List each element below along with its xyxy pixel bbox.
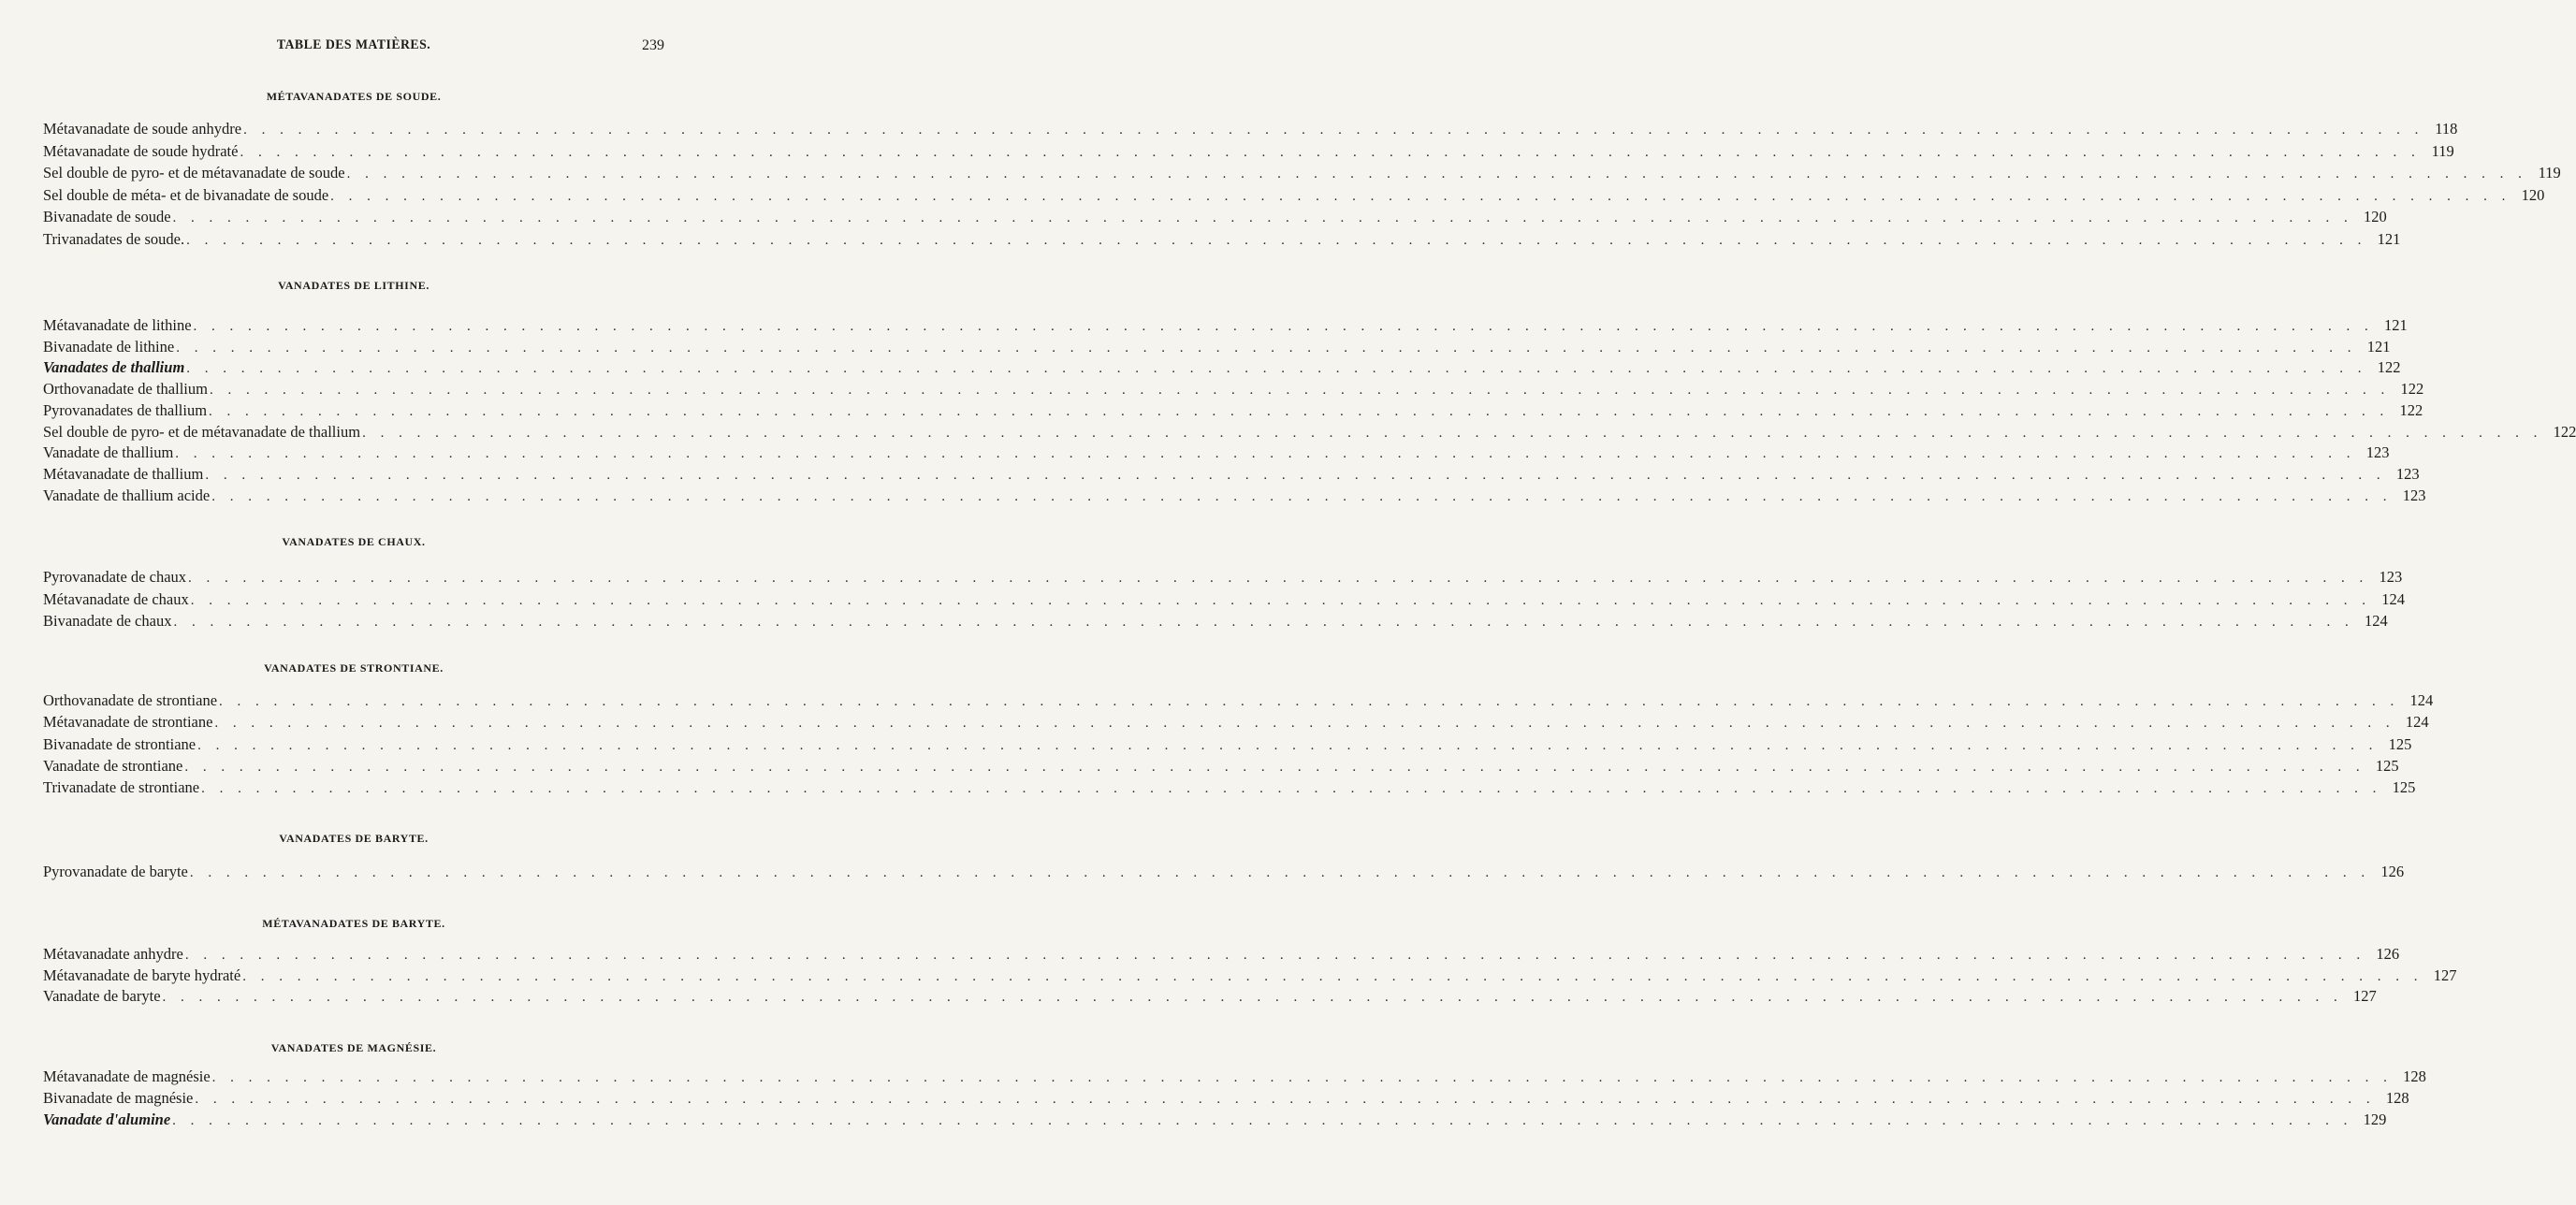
section-title: VANADATES DE LITHINE. [278, 279, 429, 292]
dot-leader: . . . . . . . . . . . . . . . . . . . . . . . . . . . . . . . . . . . . . . . . . . . . . . . . . . . . . . . . . . . . . . . . . . . . . . . . . . . . . . . . . . . . . . . . . . . . . . . . . . . . . . . . . . . . . . . . . . . . . . . . [330, 188, 2511, 204]
toc-entry [43, 1067, 2426, 1088]
toc-entry-page: 121 [2384, 316, 2408, 334]
dot-leader: . . . . . . . . . . . . . . . . . . . . . . . . . . . . . . . . . . . . . . . . . . . . . . . . . . . . . . . . . . . . . . . . . . . . . . . . . . . . . . . . . . . . . . . . . . . . . . . . . . . . . . . . . . . . . . . . . . . . . . . . [209, 403, 2390, 419]
dot-leader: . . . . . . . . . . . . . . . . . . . . . . . . . . . . . . . . . . . . . . . . . . . . . . . . . . . . . . . . . . . . . . . . . . . . . . . . . . . . . . . . . . . . . . . . . . . . . . . . . . . . . . . . . . . . . . . . . . . . . . . . [189, 865, 2371, 880]
toc-entry-page: 122 [2377, 358, 2401, 377]
toc-entry [43, 316, 2408, 337]
toc-entry-label: Métavanadate de magnésie [43, 1067, 211, 1085]
toc-entry-page: 127 [2433, 965, 2457, 984]
dot-leader: . . . . . . . . . . . . . . . . . . . . . . . . . . . . . . . . . . . . . . . . . . . . . . . . . . . . . . . . . . . . . . . . . . . . . . . . . . . . . . . . . . . . . . . . . . . . . . . . . . . . . . . . . . . . . . . . . . . . . . . . [211, 1070, 2393, 1085]
dot-leader: . . . . . . . . . . . . . . . . . . . . . . . . . . . . . . . . . . . . . . . . . . . . . . . . . . . . . . . . . . . . . . . . . . . . . . . . . . . . . . . . . . . . . . . . . . . . . . . . . . . . . . . . . . . . . . . . . . . . . . . . [193, 319, 2374, 334]
toc-entry-label: Orthovanadate de strontiane [43, 691, 218, 709]
toc-entry-page: 118 [2435, 120, 2458, 138]
dot-leader: . . . . . . . . . . . . . . . . . . . . . . . . . . . . . . . . . . . . . . . . . . . . . . . . . . . . . . . . . . . . . . . . . . . . . . . . . . . . . . . . . . . . . . . . . . . . . . . . . . . . . . . . . . . . . . . . . . . . . . . . [362, 425, 2543, 441]
dot-leader: . . . . . . . . . . . . . . . . . . . . . . . . . . . . . . . . . . . . . . . . . . . . . . . . . . . . . . . . . . . . . . . . . . . . . . . . . . . . . . . . . . . . . . . . . . . . . . . . . . . . . . . . . . . . . . . . . . . . . . . . [205, 467, 2386, 483]
toc-entry [43, 208, 2387, 228]
dot-leader: . . . . . . . . . . . . . . . . . . . . . . . . . . . . . . . . . . . . . . . . . . . . . . . . . . . . . . . . . . . . . . . . . . . . . . . . . . . . . . . . . . . . . . . . . . . . . . . . . . . . . . . . . . . . . . . . . . . . . . . . [175, 446, 2356, 462]
toc-entry-page: 124 [2364, 612, 2388, 630]
toc-entry [43, 863, 2405, 883]
toc-entry [43, 337, 2391, 358]
section-title: VANADATES DE STRONTIANE. [264, 661, 444, 675]
toc-entry-label: Pyrovanadate de baryte [43, 863, 188, 880]
toc-entry [43, 734, 2412, 756]
section-title: MÉTAVANADATES DE SOUDE. [266, 90, 442, 103]
dot-leader: . . . . . . . . . . . . . . . . . . . . . . . . . . . . . . . . . . . . . . . . . . . . . . . . . . . . . . . . . . . . . . . . . . . . . . . . . . . . . . . . . . . . . . . . . . . . . . . . . . . . . . . . . . . . . . . . . . . . . . . . [173, 615, 2354, 630]
toc-entry [43, 185, 2545, 207]
section-title: MÉTAVANADATES DE BARYTE. [262, 917, 445, 930]
page-number: 239 [642, 37, 664, 53]
toc-entry [43, 568, 2403, 588]
toc-entry-page: 128 [2403, 1067, 2426, 1085]
toc-entry-label: Vanadates de thallium [43, 358, 185, 377]
toc-entry-page: 124 [2381, 589, 2406, 608]
toc-entry-page: 120 [2364, 208, 2387, 226]
toc-entry-label: Métavanadate de chaux [43, 589, 189, 608]
dot-leader: . . . . . . . . . . . . . . . . . . . . . . . . . . . . . . . . . . . . . . . . . . . . . . . . . . . . . . . . . . . . . . . . . . . . . . . . . . . . . . . . . . . . . . . . . . . . . . . . . . . . . . . . . . . . . . . . . . . . . . . . [162, 990, 2343, 1005]
dot-leader: . . . . . . . . . . . . . . . . . . . . . . . . . . . . . . . . . . . . . . . . . . . . . . . . . . . . . . . . . . . . . . . . . . . . . . . . . . . . . . . . . . . . . . . . . . . . . . . . . . . . . . . . . . . . . . . . . . . . . . . . [195, 1092, 2376, 1107]
toc-entry-page: 122 [2399, 400, 2423, 419]
toc-entry-label: Vanadate d'alumine [43, 1111, 171, 1128]
toc-entry-page: 119 [2431, 141, 2454, 160]
toc-entry-page: 125 [2392, 778, 2416, 797]
dot-leader: . . . . . . . . . . . . . . . . . . . . . . . . . . . . . . . . . . . . . . . . . . . . . . . . . . . . . . . . . . . . . . . . . . . . . . . . . . . . . . . . . . . . . . . . . . . . . . . . . . . . . . . . . . . . . . . . . . . . . . . . [209, 383, 2391, 399]
dot-leader: . . . . . . . . . . . . . . . . . . . . . . . . . . . . . . . . . . . . . . . . . . . . . . . . . . . . . . . . . . . . . . . . . . . . . . . . . . . . . . . . . . . . . . . . . . . . . . . . . . . . . . . . . . . . . . . . . . . . . . . . [184, 759, 2365, 775]
dot-leader: . . . . . . . . . . . . . . . . . . . . . . . . . . . . . . . . . . . . . . . . . . . . . . . . . . . . . . . . . . . . . . . . . . . . . . . . . . . . . . . . . . . . . . . . . . . . . . . . . . . . . . . . . . . . . . . . . . . . . . . . [172, 1113, 2353, 1128]
toc-entry [43, 945, 2400, 965]
toc-entry [43, 380, 2424, 400]
toc-entry [43, 987, 2377, 1008]
toc-entry-label: Métavanadate de baryte hydraté [43, 965, 241, 984]
dot-leader: . . . . . . . . . . . . . . . . . . . . . . . . . . . . . . . . . . . . . . . . . . . . . . . . . . . . . . . . . . . . . . . . . . . . . . . . . . . . . . . . . . . . . . . . . . . . . . . . . . . . . . . . . . . . . . . . . . . . . . . . [184, 948, 2366, 963]
toc-entry-label: Trivanadate de strontiane [43, 778, 200, 797]
toc-entry-label: Orthovanadate de thallium [43, 380, 208, 399]
toc-entry-label: Bivanadate de chaux [43, 612, 172, 630]
toc-entry-label: Métavanadate anhydre [43, 945, 183, 963]
section-title: VANADATES DE CHAUX. [282, 535, 426, 548]
toc-entry [43, 713, 2429, 733]
toc-entry-label: Bivanadate de strontiane [43, 734, 196, 753]
toc-entry-page: 124 [2409, 691, 2434, 709]
toc-entry-label: Sel double de pyro- et de métavanadate de thallium [43, 422, 361, 441]
running-header [43, 37, 664, 60]
dot-leader: . . . . . . . . . . . . . . . . . . . . . . . . . . . . . . . . . . . . . . . . . . . . . . . . . . . . . . . . . . . . . . . . . . . . . . . . . . . . . . . . . . . . . . . . . . . . . . . . . . . . . . . . . . . . . . . . . . . . . . . . [201, 781, 2382, 797]
toc-entry [43, 589, 2406, 611]
dot-leader: . . . . . . . . . . . . . . . . . . . . . . . . . . . . . . . . . . . . . . . . . . . . . . . . . . . . . . . . . . . . . . . . . . . . . . . . . . . . . . . . . . . . . . . . . . . . . . . . . . . . . . . . . . . . . . . . . . . . . . . . [176, 340, 2357, 356]
section-title: VANADATES DE BARYTE. [279, 832, 429, 845]
toc-entry-label: Métavanadate de soude hydraté [43, 141, 239, 160]
toc-entry-label: Pyrovanadates de thallium [43, 400, 208, 419]
toc-entry [43, 422, 2576, 443]
toc-entry [43, 691, 2434, 712]
dot-leader: . . . . . . . . . . . . . . . . . . . . . . . . . . . . . . . . . . . . . . . . . . . . . . . . . . . . . . . . . . . . . . . . . . . . . . . . . . . . . . . . . . . . . . . . . . . . . . . . . . . . . . . . . . . . . . . . . . . . . . . . [190, 592, 2372, 608]
dot-leader: . . . . . . . . . . . . . . . . . . . . . . . . . . . . . . . . . . . . . . . . . . . . . . . . . . . . . . . . . . . . . . . . . . . . . . . . . . . . . . . . . . . . . . . . . . . . . . . . . . . . . . . . . . . . . . . . . . . . . . . . [188, 571, 2369, 586]
toc-entry-page: 119 [2538, 164, 2561, 182]
toc-entry [43, 443, 2390, 464]
toc-entry-label: Bivanadate de soude [43, 208, 171, 226]
dot-leader: . . . . . . . . . . . . . . . . . . . . . . . . . . . . . . . . . . . . . . . . . . . . . . . . . . . . . . . . . . . . . . . . . . . . . . . . . . . . . . . . . . . . . . . . . . . . . . . . . . . . . . . . . . . . . . . . . . . . . . . . [242, 968, 2423, 984]
toc-entry-page: 127 [2353, 987, 2377, 1005]
toc-entry-page: 125 [2388, 734, 2412, 753]
toc-entry [43, 1089, 2409, 1110]
toc-entry-label: Métavanadate de thallium [43, 464, 204, 483]
toc-entry [43, 778, 2416, 799]
toc-entry-page: 126 [2376, 945, 2400, 963]
toc-entry [43, 1111, 2387, 1131]
toc-entry-label: Vanadate de thallium acide [43, 486, 211, 504]
dot-leader: . . . . . . . . . . . . . . . . . . . . . . . . . . . . . . . . . . . . . . . . . . . . . . . . . . . . . . . . . . . . . . . . . . . . . . . . . . . . . . . . . . . . . . . . . . . . . . . . . . . . . . . . . . . . . . . . . . . . . . . . [172, 211, 2353, 226]
dot-leader: . . . . . . . . . . . . . . . . . . . . . . . . . . . . . . . . . . . . . . . . . . . . . . . . . . . . . . . . . . . . . . . . . . . . . . . . . . . . . . . . . . . . . . . . . . . . . . . . . . . . . . . . . . . . . . . . . . . . . . . . [211, 488, 2393, 504]
section-title: VANADATES DE MAGNÉSIE. [270, 1041, 437, 1054]
toc-entry-label: Sel double de pyro- et de métavanadate de soude [43, 164, 345, 182]
toc-entry [43, 464, 2420, 486]
toc-entry-label: Métavanadate de soude anhydre [43, 120, 242, 138]
toc-entry-label: Bivanadate de magnésie [43, 1089, 194, 1107]
toc-entry-page: 121 [2366, 337, 2391, 356]
dot-leader: . . . . . . . . . . . . . . . . . . . . . . . . . . . . . . . . . . . . . . . . . . . . . . . . . . . . . . . . . . . . . . . . . . . . . . . . . . . . . . . . . . . . . . . . . . . . . . . . . . . . . . . . . . . . . . . . . . . . . . . . [219, 694, 2400, 709]
toc-entry-page: 123 [2365, 443, 2390, 462]
toc-entry [43, 230, 2401, 251]
toc-entry-page: 125 [2375, 756, 2399, 775]
toc-entry-label: Métavanadate de lithine [43, 316, 192, 334]
dot-leader: . . . . . . . . . . . . . . . . . . . . . . . . . . . . . . . . . . . . . . . . . . . . . . . . . . . . . . . . . . . . . . . . . . . . . . . . . . . . . . . . . . . . . . . . . . . . . . . . . . . . . . . . . . . . . . . . . . . . . . . . [214, 716, 2395, 732]
toc-entry-page: 123 [2395, 464, 2420, 483]
toc-entry-label: Métavanadate de strontiane [43, 713, 213, 732]
toc-entry [43, 164, 2561, 184]
dot-leader: . . . . . . . . . . . . . . . . . . . . . . . . . . . . . . . . . . . . . . . . . . . . . . . . . . . . . . . . . . . . . . . . . . . . . . . . . . . . . . . . . . . . . . . . . . . . . . . . . . . . . . . . . . . . . . . . . . . . . . . . [346, 167, 2527, 182]
toc-entry-page: 124 [2405, 713, 2429, 732]
toc-entry-label: Sel double de méta- et de bivanadate de soude [43, 185, 329, 204]
toc-entry-page: 123 [2402, 486, 2426, 504]
dot-leader: . . . . . . . . . . . . . . . . . . . . . . . . . . . . . . . . . . . . . . . . . . . . . . . . . . . . . . . . . . . . . . . . . . . . . . . . . . . . . . . . . . . . . . . . . . . . . . . . . . . . . . . . . . . . . . . . . . . . . . . . [186, 361, 2367, 377]
dot-leader: . . . . . . . . . . . . . . . . . . . . . . . . . . . . . . . . . . . . . . . . . . . . . . . . . . . . . . . . . . . . . . . . . . . . . . . . . . . . . . . . . . . . . . . . . . . . . . . . . . . . . . . . . . . . . . . . . . . . . . . . [197, 737, 2379, 753]
toc-entry-label: Vanadate de strontiane [43, 756, 183, 775]
toc-entry [43, 358, 2401, 379]
running-title: TABLE DES MATIÈRES. [276, 37, 431, 52]
toc-entry-page: 122 [2553, 422, 2576, 441]
toc-entry [43, 486, 2426, 507]
dot-leader: . . . . . . . . . . . . . . . . . . . . . . . . . . . . . . . . . . . . . . . . . . . . . . . . . . . . . . . . . . . . . . . . . . . . . . . . . . . . . . . . . . . . . . . . . . . . . . . . . . . . . . . . . . . . . . . . . . . . . . . . [243, 123, 2424, 138]
toc-entry-page: 122 [2400, 380, 2424, 399]
toc-entry-label: Vanadate de thallium [43, 443, 174, 462]
toc-entry-label: Vanadate de baryte [43, 987, 161, 1005]
toc-entry [43, 400, 2423, 422]
toc-entry [43, 612, 2388, 632]
toc-entry-page: 128 [2385, 1089, 2409, 1107]
toc-entry [43, 965, 2457, 987]
toc-entry-label: Pyrovanadate de chaux [43, 568, 187, 586]
toc-entry-label: Trivanadates de soude. [43, 230, 185, 248]
toc-entry [43, 756, 2399, 777]
toc-entry-page: 121 [2377, 230, 2401, 248]
toc-entry [43, 120, 2458, 140]
toc-entry-page: 126 [2380, 863, 2405, 880]
toc-entry-page: 129 [2363, 1111, 2387, 1128]
toc-entry-page: 123 [2379, 568, 2403, 586]
dot-leader: . . . . . . . . . . . . . . . . . . . . . . . . . . . . . . . . . . . . . . . . . . . . . . . . . . . . . . . . . . . . . . . . . . . . . . . . . . . . . . . . . . . . . . . . . . . . . . . . . . . . . . . . . . . . . . . . . . . . . . . . [240, 144, 2421, 160]
dot-leader: . . . . . . . . . . . . . . . . . . . . . . . . . . . . . . . . . . . . . . . . . . . . . . . . . . . . . . . . . . . . . . . . . . . . . . . . . . . . . . . . . . . . . . . . . . . . . . . . . . . . . . . . . . . . . . . . . . . . . . . . [186, 233, 2367, 248]
toc-entry [43, 141, 2454, 163]
toc-entry-page: 120 [2521, 185, 2545, 204]
toc-entry-label: Bivanadate de lithine [43, 337, 175, 356]
